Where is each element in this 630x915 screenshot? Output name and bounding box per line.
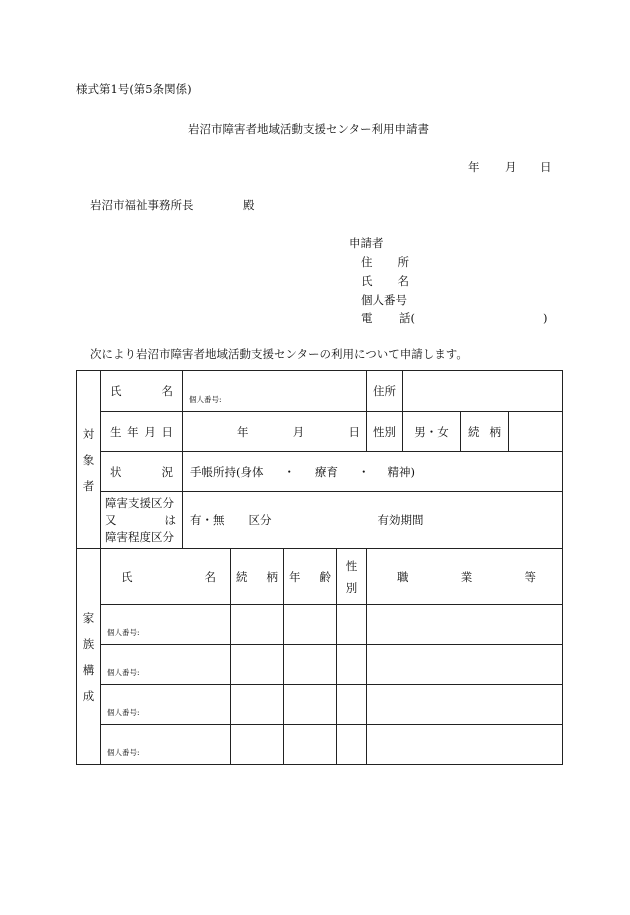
family-col-occupation: 職 業 等: [367, 549, 563, 605]
date-year-label: 年: [468, 160, 480, 174]
family-age-field[interactable]: [284, 685, 337, 725]
applicant-address-label: 住 所: [361, 255, 409, 269]
family-row: [77, 605, 563, 645]
subject-sex-label: 性 別: [367, 412, 403, 452]
family-col-age: 年 齢: [284, 549, 337, 605]
subject-address-field[interactable]: [403, 371, 563, 412]
subject-section-label: 対 象 者: [77, 371, 101, 549]
subject-sex-value[interactable]: 男・女: [403, 412, 461, 452]
family-row: [77, 725, 563, 765]
family-sex-field[interactable]: [337, 605, 367, 645]
family-row: [77, 685, 563, 725]
date-day-label: 日: [540, 160, 552, 174]
family-relation-field[interactable]: [231, 645, 284, 685]
handbook-seishin: 精神): [387, 464, 415, 479]
family-occupation-field[interactable]: [367, 645, 563, 685]
addressee: 岩沼市福祉事務所長: [90, 198, 194, 212]
family-name-field[interactable]: 個人番号:: [101, 685, 231, 725]
family-col-sex: 性 別: [337, 549, 367, 605]
applicant-name-label: 氏 名: [361, 274, 409, 288]
subject-address-label: 住 所: [367, 371, 403, 412]
handbook-text: 手帳所持(身体: [190, 464, 264, 479]
applicant-id-label: 個人番号: [361, 293, 407, 307]
family-col-relation: 続 柄: [231, 549, 284, 605]
family-relation-field[interactable]: [231, 725, 284, 765]
family-occupation-field[interactable]: [367, 685, 563, 725]
honorific: 殿: [243, 198, 255, 212]
handbook-ryouiku: 療育: [315, 464, 338, 479]
subject-name-field[interactable]: [183, 371, 367, 412]
date-month-label: 月: [505, 160, 517, 174]
handbook-separator-1: ・: [283, 464, 295, 479]
subject-dob-label: 生 年 月 日: [101, 412, 183, 452]
family-occupation-field[interactable]: [367, 605, 563, 645]
subject-relation-field[interactable]: [509, 412, 563, 452]
applicant-heading: 申請者: [349, 236, 384, 250]
subject-status-field[interactable]: [183, 452, 563, 492]
intro-text: 次により岩沼市障害者地域活動支援センターの利用について申請します。: [90, 347, 468, 361]
family-name-field[interactable]: 個人番号:: [101, 725, 231, 765]
application-form-table: [76, 370, 563, 765]
family-sex-field[interactable]: [337, 645, 367, 685]
family-col-name: 氏 名: [101, 549, 231, 605]
subject-name-label: 氏 名: [101, 371, 183, 412]
family-age-field[interactable]: [284, 725, 337, 765]
family-relation-field[interactable]: [231, 605, 284, 645]
form-title: 岩沼市障害者地域活動支援センター利用申請書: [188, 122, 430, 136]
family-relation-field[interactable]: [231, 685, 284, 725]
support-yes-no: 有・無: [190, 513, 225, 527]
subject-status-label: 状 況: [101, 452, 183, 492]
family-section-label: 家 族 構 成: [77, 549, 101, 765]
handbook-separator-2: ・: [358, 464, 370, 479]
subject-support-label: 障害支援区分 又 は 障害程度区分: [101, 492, 183, 549]
family-row: [77, 645, 563, 685]
subject-support-field[interactable]: [183, 492, 563, 549]
support-valid-period-label: 有効期間: [377, 513, 424, 527]
applicant-phone-close: ): [543, 311, 548, 325]
family-age-field[interactable]: [284, 605, 337, 645]
family-name-field[interactable]: 個人番号:: [101, 605, 231, 645]
family-sex-field[interactable]: [337, 685, 367, 725]
family-name-field[interactable]: 個人番号:: [101, 645, 231, 685]
family-sex-field[interactable]: [337, 725, 367, 765]
subject-id-label: 個人番号:: [189, 395, 222, 404]
support-class-label: 区分: [248, 513, 272, 527]
subject-relation-label: 続 柄: [461, 412, 509, 452]
subject-dob-field[interactable]: 年 月 日: [183, 412, 367, 452]
applicant-phone-label: 電 話(: [361, 311, 415, 325]
family-age-field[interactable]: [284, 645, 337, 685]
family-occupation-field[interactable]: [367, 725, 563, 765]
form-number: 様式第1号(第5条関係): [76, 82, 192, 96]
